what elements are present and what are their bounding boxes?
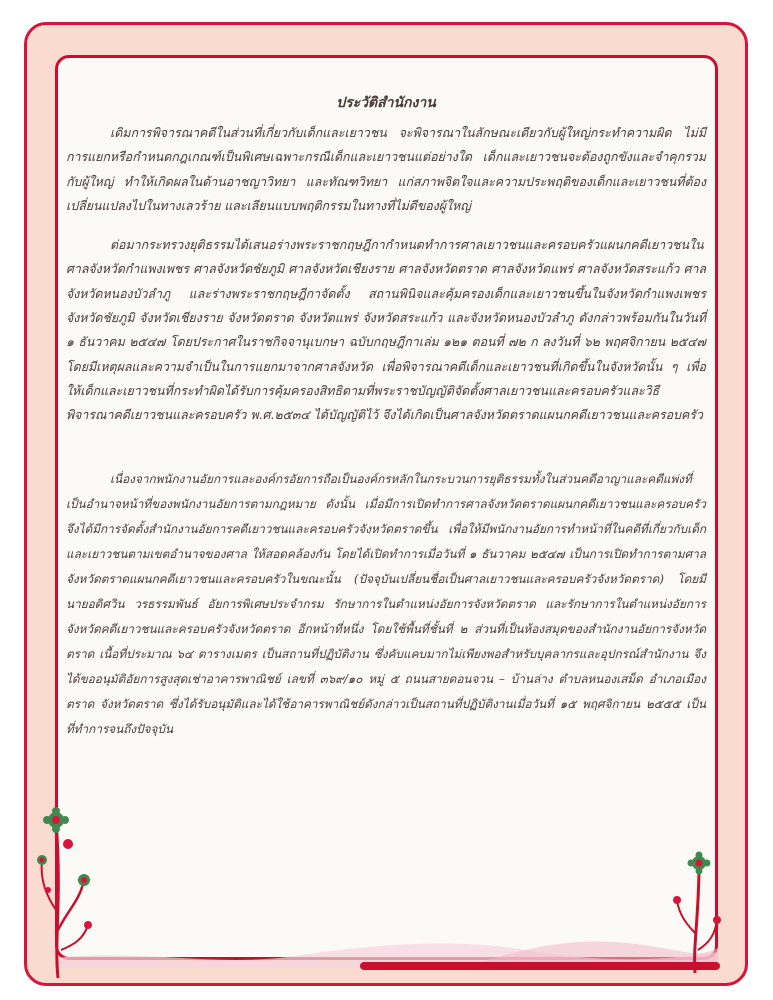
paragraph-history-intro: เดิมการพิจารณาคดีในส่วนที่เกี่ยวกับเด็กและเยาวชน จะพิจารณาในลักษณะเดียวกับผู้ใหญ่กระทำความผิด ไม่มีการแยกหรือกำหนดกฎเกณฑ์เป็นพิเศษเฉพาะกรณีเด็กและเยาวชนแต่อย่างใด เด็กและเยาวชนจะต้องถูกขังและจำคุกรวมกับผู้ใหญ่ ทำให้เกิดผลในด้านอาชญาวิทยา และทัณฑวิทยา แก่สภาพจิตใจและความประพฤติของเด็กและเยาวชนที่ต้องเปลี่ยนแปลงไปในทางเลวร้าย และเลียนแบบพฤติกรรมในทางที่ไม่ดีของผู้ใหญ่ [66, 125, 706, 213]
page-title: ประวัติสำนักงาน [336, 95, 436, 111]
document-content [66, 93, 706, 742]
bottom-accent-bar [360, 962, 720, 970]
paragraph-office-establishment: เนื่องจากพนักงานอัยการและองค์กรอัยการถือเป็นองค์กรหลักในกระบวนการยุติธรรมทั้งในส่วนคดีอาญาและคดีแพ่งที่เป็นอำนาจหน้าที่ของพนักงานอัยการตามกฎหมาย ดังนั้น เมื่อมีการเปิดทำการศาลจังหวัดตราดแผนกคดีเยาวชนและครอบครัว จึงได้มีการจัดตั้งสำนักงานอัยการคดีเยาวชนและครอบครัวจังหวัดตราดขึ้น เพื่อให้มีพนักงานอัยการทำหน้าที่ในคดีที่เกี่ยวกับเด็กและเยาวชนตามเขตอำนาจของศาล ให้สอดคล้องกัน โดยได้เปิดทำการเมื่อวันที่ ๑ ธันวาคม ๒๕๔๗ เป็นการเปิดทำการตามศาลจังหวัดตราดแผนกคดีเยาวชนและครอบครัวในขณะนั้น (ปัจจุบันเปลี่ยนชื่อเป็นศาลเยาวชนและครอบครัวจังหวัดตราด) โดยมีนายอดิศวิน วรธรรมพันธ์ อัยการพิเศษประจำกรม รักษาการในตำแหน่งอัยการจังหวัดตราด และรักษาการในตำแหน่งอัยการจังหวัดคดีเยาวชนและครอบครัวจังหวัดตราด อีกหน้าที่หนึ่ง โดยใช้พื้นที่ชั้นที่ ๒ ส่วนที่เป็นห้องสมุดของสำนักงานอัยการจังหวัดตราด เนื้อที่ประมาณ ๖๔ ตารางเมตร เป็นสถานที่ปฏิบัติงาน ซึ่งคับแคบมากไม่เพียงพอสำหรับบุคลากรและอุปกรณ์สำนักงาน จึงได้ขออนุมัติอัยการสูงสุดเช่าอาคารพาณิชย์ เลขที่ ๓๖๙/๑๐ หมู่ ๕ ถนนสายดอนจวน – บ้านล่าง ตำบลหนองเสม็ด อำเภอเมืองตราด จังหวัดตราด ซึ่งได้รับอนุมัติและได้ใช้อาคารพาณิชย์ดังกล่าวเป็นสถานที่ปฏิบัติงานเมื่อวันที่ ๑๕ พฤศจิกายน ๒๕๕๕ เป็นที่ทำการจนถึงปัจจุบัน [66, 471, 706, 736]
paragraph-court-establishment: ต่อมากระทรวงยุติธรรมได้เสนอร่างพระราชกฤษฎีกากำหนดทำการศาลเยาวชนและครอบครัวแผนกคดีเยาวชนในศาลจังหวัดกำแพงเพชร ศาลจังหวัดชัยภูมิ ศาลจังหวัดเชียงราย ศาลจังหวัดตราด ศาลจังหวัดแพร่ ศาลจังหวัดสระแก้ว ศาลจังหวัดหนองบัวลำภู และร่างพระราชกฤษฎีกาจัดตั้ง สถานพินิจและคุ้มครองเด็กและเยาวชนขึ้นในจังหวัดกำแพงเพชร จังหวัดชัยภูมิ จังหวัดเชียงราย จังหวัดตราด จังหวัดแพร่ จังหวัดสระแก้ว และจังหวัดหนองบัวลำภู ดังกล่าวพร้อมกันในวันที่ ๑ ธันวาคม ๒๕๔๗ โดยประกาศในราชกิจจานุเบกษา ฉบับกฤษฎีกาเล่ม ๑๒๑ ตอนที่ ๗๒ ก ลงวันที่ ๖๒ พฤศจิกายน ๒๕๔๗ โดยมีเหตุผลและความจำเป็นในการแยกมาจากศาลจังหวัด เพื่อพิจารณาคดีเด็กและเยาวชนที่เกิดขึ้นในจังหวัดนั้น ๆ เพื่อให้เด็กและเยาวชนที่กระทำผิดได้รับการคุ้มครองสิทธิตามที่พระราชบัญญัติจัดตั้งศาลเยาวชนและครอบครัวและวิธีพิจารณาคดีเยาวชนและครอบครัว พ.ศ.๒๕๓๔ ได้บัญญัติไว้ จึงได้เกิดเป็นศาลจังหวัดตราดแผนกคดีเยาวชนและครอบครัว [66, 237, 706, 423]
